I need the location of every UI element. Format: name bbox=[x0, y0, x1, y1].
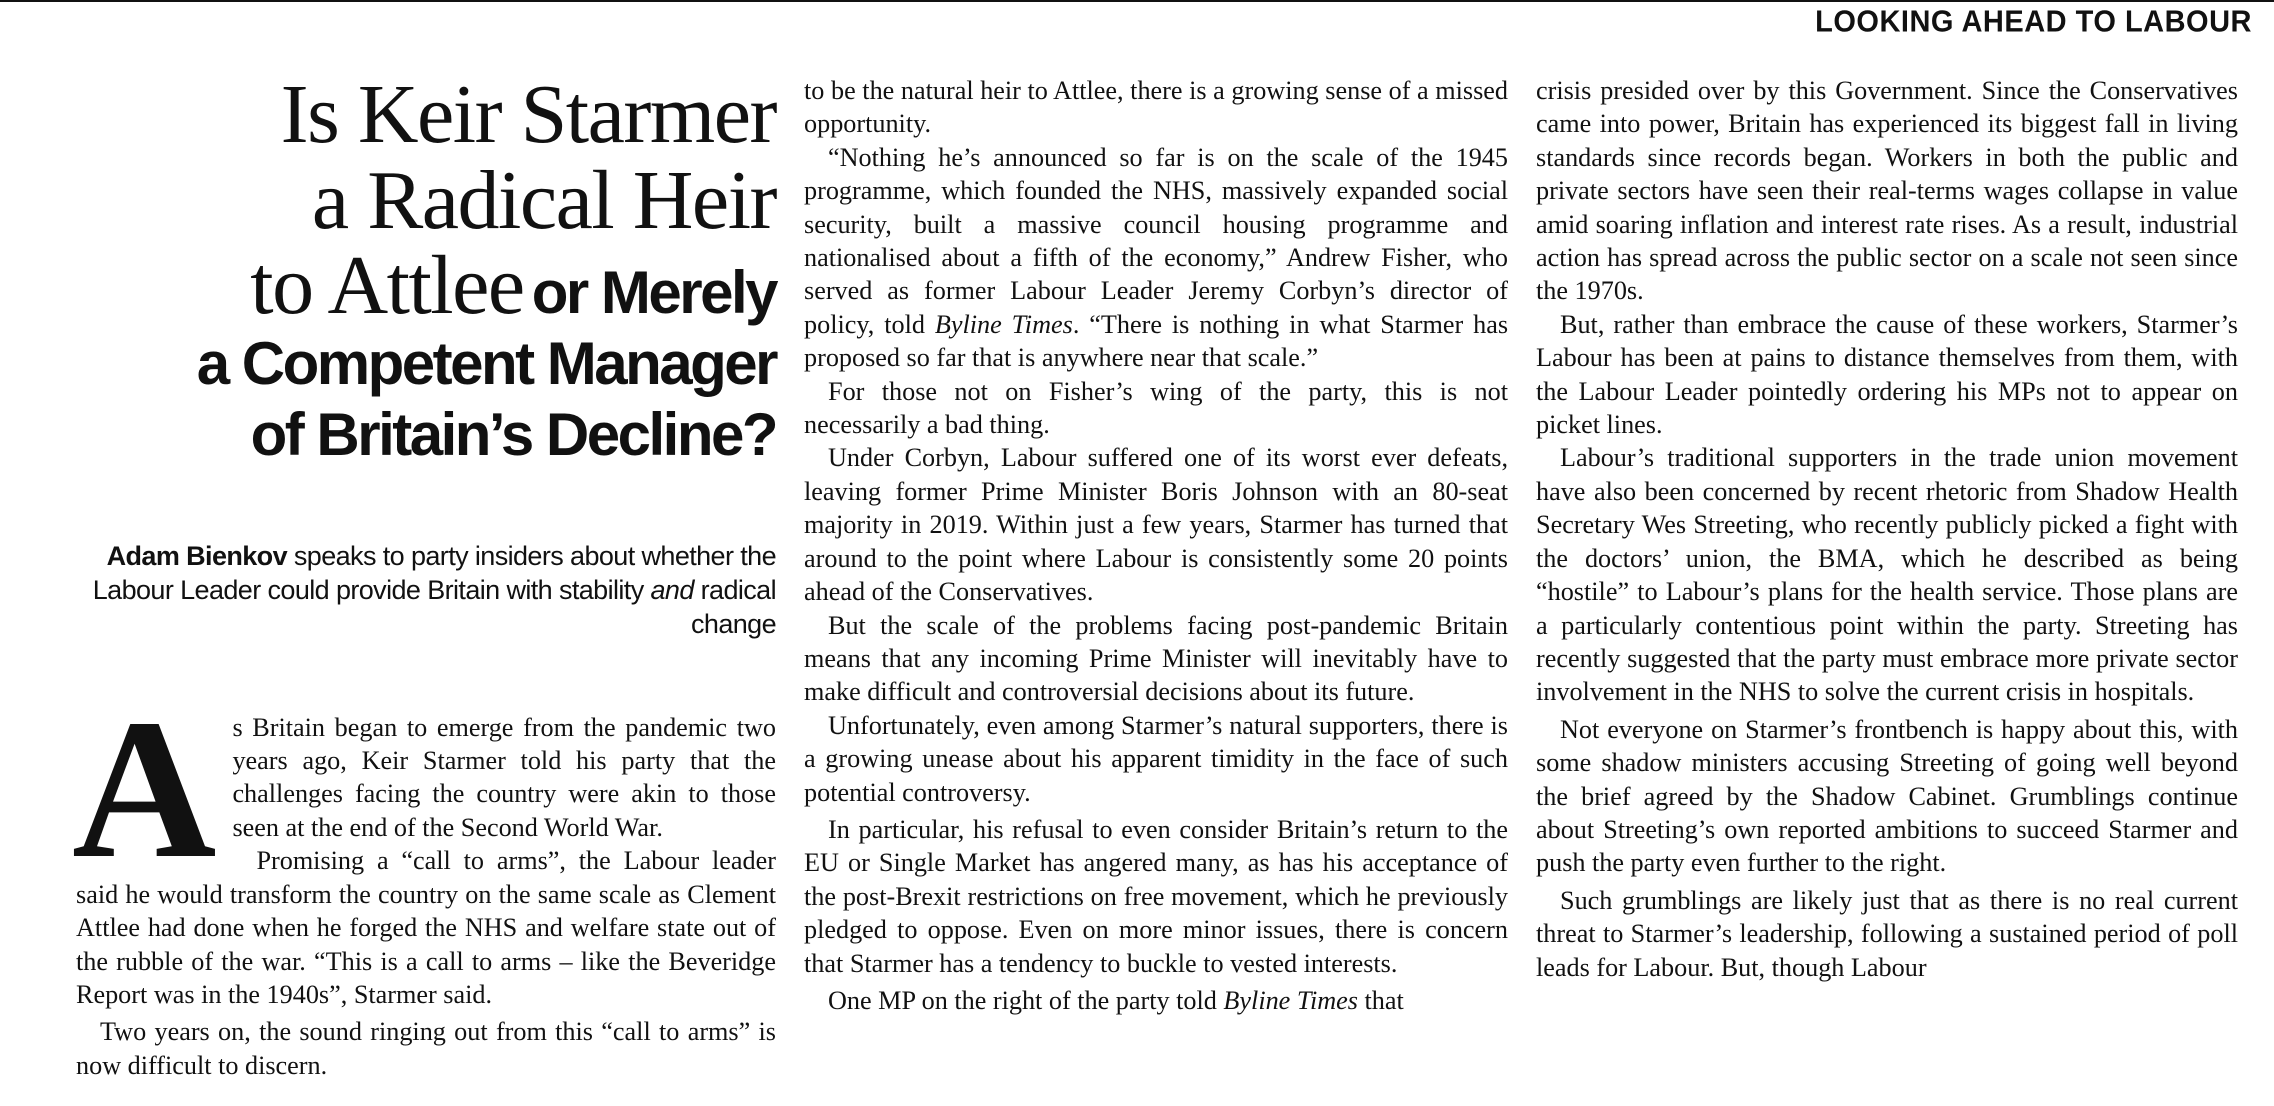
col2-paragraph-2-text-a: “Nothing he’s announced so far is on the scale of the 1945 programme, which founded the NHS, massively expanded social security, built a massive council housing programme and nationalised about a fifth of the economy,” Andrew Fisher, who served as former Labour Leader Jeremy Corbyn’s director of policy, told bbox=[804, 142, 1508, 339]
col2-paragraph-2-italic: Byline Times bbox=[934, 309, 1073, 339]
top-rule bbox=[0, 0, 2274, 2]
paragraph-1 bbox=[72, 678, 776, 900]
headline-line-1: Is Keir Starmer bbox=[280, 68, 776, 161]
standfirst-text-a: speaks to party insiders about whether the Labour Leader could provide Britain with stability bbox=[92, 540, 776, 605]
column-3 bbox=[1536, 74, 2238, 984]
section-label: LOOKING AHEAD TO LABOUR bbox=[1815, 5, 2252, 39]
col2-paragraph-3: For those not on Fisher’s wing of the party, this is not necessarily a bad thing. bbox=[804, 376, 1508, 440]
standfirst-text-b: radical change bbox=[691, 574, 776, 639]
col3-paragraph-3: Labour’s traditional supporters in the trade union movement have also been concerned by recent rhetoric from Shadow Health Secretary Wes Streeting, who recently publicly picked a fight with the doctors’ union, the BMA, which he described as being “hostile” to Labour’s plans for the health service. Those plans are a particularly contentious point within the party. Streeting has recently suggested that the party must embrace more private sector involvement in the NHS to solve the current crisis in hospitals. bbox=[1536, 443, 2238, 707]
col3-paragraph-4: Not everyone on Starmer’s frontbench is happy about this, with some shadow ministers accusing Streeting of going well beyond the brief agreed by the Shadow Cabinet. Grumblings continue about Streeting’s own reported ambitions to succeed Starmer and push the party even further to the right. bbox=[1536, 714, 2238, 878]
col2-paragraph-4: Under Corbyn, Labour suffered one of its worst ever defeats, leaving former Prime Minister Boris Johnson with an 80-seat majority in 2019. Within just a few years, Starmer has turned that around to the point where Labour is consistently some 20 points ahead of the Conservatives. bbox=[804, 443, 1508, 607]
headline-line-3-sans: or Merely bbox=[531, 259, 776, 327]
headline-line-4: a Competent Manager bbox=[196, 330, 776, 398]
col2-paragraph-7: In particular, his refusal to even consider Britain’s return to the EU or Single Market has angered many, as has his acceptance of the post-Brexit restrictions on free movement, which he previously pledged to oppose. Even on more minor issues, there is concern that Starmer has a tendency to buckle to vested interests. bbox=[804, 814, 1508, 978]
paragraph-1-text: s Britain began to emerge from the pandemic two years ago, Keir Starmer told his party that the challenges facing the country were akin to those seen at the end of the Second World War. bbox=[232, 712, 776, 842]
col3-paragraph-2: But, rather than embrace the cause of these workers, Starmer’s Labour has been at pains to distance themselves from them, with the Labour Leader pointedly ordering his MPs not to appear on picket lines. bbox=[1536, 309, 2238, 440]
col2-paragraph-1: to be the natural heir to Attlee, there is a growing sense of a missed opportunity. bbox=[804, 76, 1508, 139]
headline-line-5: of Britain’s Decline? bbox=[250, 400, 776, 468]
paragraph-2: Promising a “call to arms”, the Labour leader said he would transform the country on the same scale as Clement Attlee had done when he forged the NHS and welfare state out of the rubble of the war. “This is a call to arms – like the Beveridge Report was in the 1940s”, Starmer said. bbox=[76, 846, 776, 1009]
col2-paragraph-8 bbox=[804, 984, 1508, 1017]
col3-paragraph-5: Such grumblings are likely just that as there is no real current threat to Starmer’s leadership, following a sustained period of poll leads for Labour. But, though Labour bbox=[1536, 885, 2238, 982]
drop-cap: A bbox=[72, 678, 217, 900]
col2-paragraph-5: But the scale of the problems facing post-pandemic Britain means that any incoming Prime Minister will inevitably have to make difficult and controversial decisions about its future. bbox=[804, 610, 1508, 707]
column-2 bbox=[804, 74, 1508, 1017]
column-1 bbox=[72, 68, 776, 1082]
col2-paragraph-2 bbox=[804, 141, 1508, 375]
column-1-body bbox=[72, 678, 776, 1082]
standfirst bbox=[76, 539, 776, 641]
standfirst-emphasis: and bbox=[650, 574, 694, 605]
headline-line-2: a Radical Heir bbox=[311, 153, 776, 247]
headline-line-3 bbox=[76, 239, 776, 333]
col2-paragraph-8-text-a: One MP on the right of the party told bbox=[828, 985, 1224, 1015]
col3-paragraph-1: crisis presided over by this Government. Since the Conservatives came into power, Britain has experienced its biggest fall in living standards since records began. Workers in both the public and private sectors have seen their real-terms wages collapse in value amid soaring inflation and interest rate rises. As a result, industrial action has spread across the public sector on a scale not seen since the 1970s. bbox=[1536, 76, 2238, 306]
headline-line-3-serif: to Attlee bbox=[250, 239, 524, 333]
col2-paragraph-2-text-b: . “There is nothing in what Starmer has proposed so far that is anywhere near that scale.” bbox=[804, 309, 1509, 373]
col2-paragraph-6: Unfortunately, even among Starmer’s natural supporters, there is a growing unease about his apparent timidity in the face of such potential controversy. bbox=[804, 710, 1508, 807]
paragraph-3: Two years on, the sound ringing out from this “call to arms” is now difficult to discern. bbox=[76, 1017, 776, 1080]
col2-paragraph-8-text-b: that bbox=[1357, 985, 1404, 1015]
author-name: Adam Bienkov bbox=[106, 540, 287, 571]
col2-paragraph-8-italic: Byline Times bbox=[1223, 985, 1358, 1015]
headline bbox=[76, 68, 776, 471]
